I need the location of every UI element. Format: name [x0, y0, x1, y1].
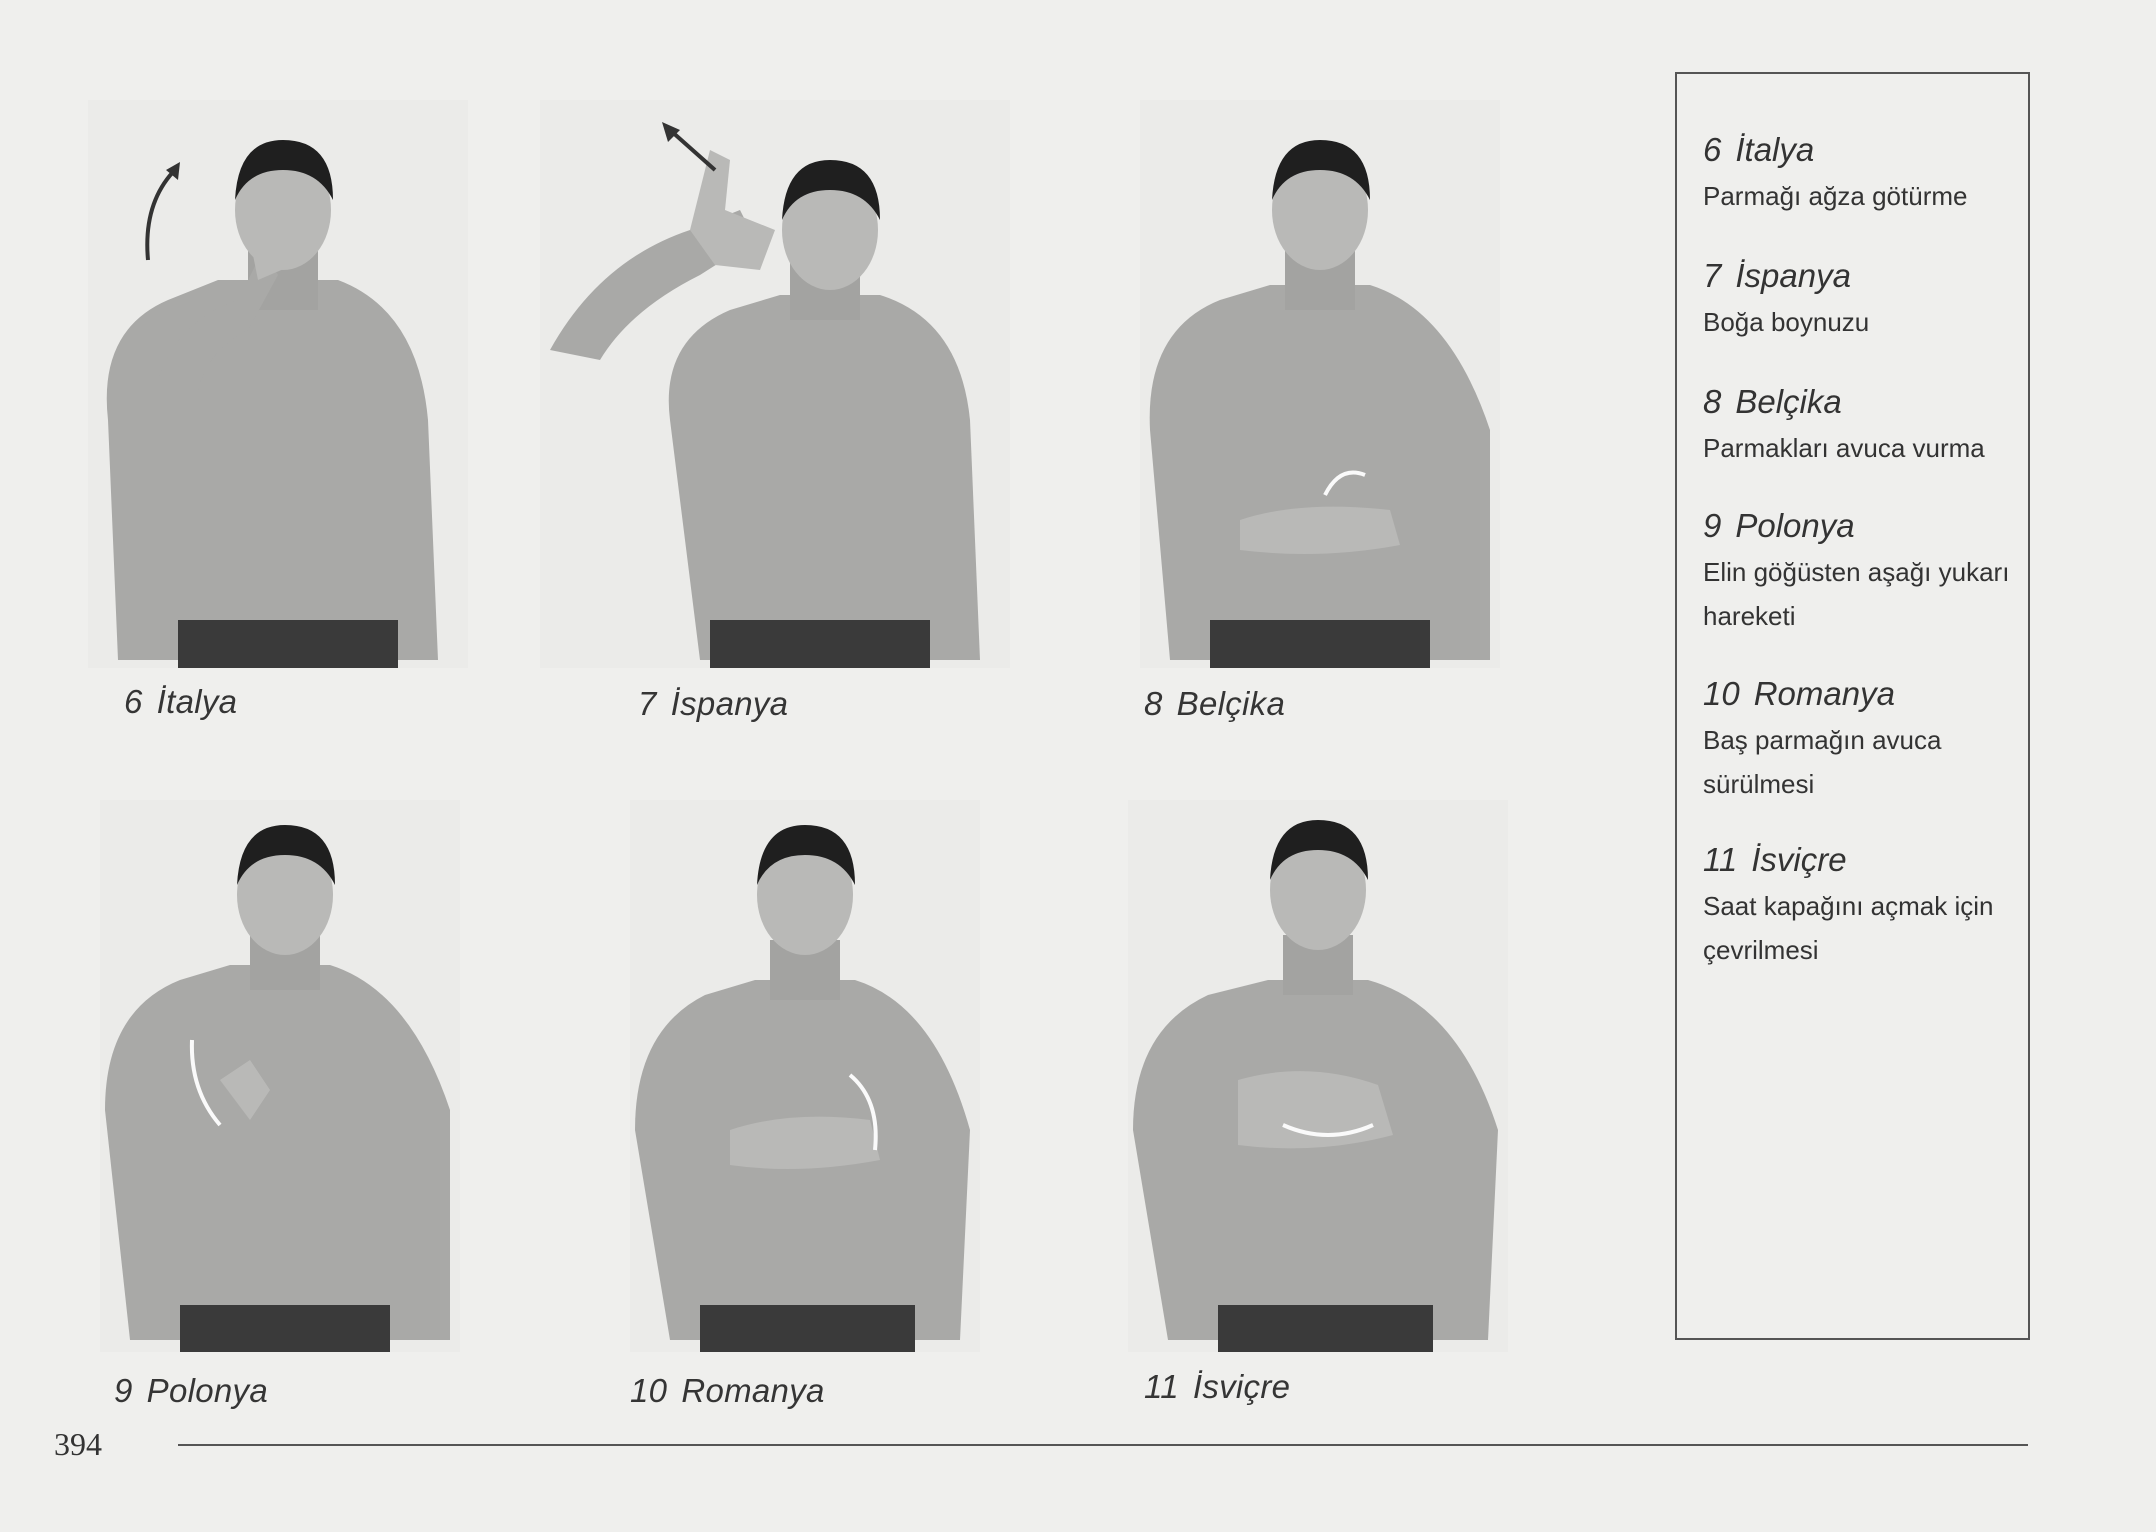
legend-entry-ispanya	[1703, 256, 2023, 344]
legend-name: Romanya	[1753, 675, 1895, 712]
photo-italya	[88, 100, 468, 668]
legend-entry-italya	[1703, 130, 2023, 218]
legend-box	[1675, 72, 2030, 1340]
legend-name: İsviçre	[1751, 841, 1847, 878]
person-figure	[1140, 100, 1500, 668]
legend-number: 8	[1703, 383, 1722, 420]
caption-number: 7	[638, 685, 657, 722]
legend-entry-isvicre	[1703, 840, 2023, 972]
photo-romanya	[630, 800, 980, 1352]
caption-label: İspanya	[670, 685, 789, 722]
caption-belcika	[1144, 685, 1285, 723]
legend-number: 6	[1703, 131, 1722, 168]
legend-number: 7	[1703, 257, 1722, 294]
legend-title	[1703, 130, 2023, 170]
footer-rule	[178, 1444, 2028, 1446]
person-figure	[1128, 800, 1508, 1352]
legend-description: Boğa boynuzu	[1703, 307, 1870, 337]
legend-description: Elin göğüsten aşağı yukarı hareketi	[1703, 557, 2010, 631]
caption-label: İsviçre	[1192, 1368, 1291, 1405]
person-figure	[630, 800, 980, 1352]
legend-title	[1703, 382, 2023, 422]
legend-title	[1703, 674, 2023, 714]
person-figure	[88, 100, 468, 668]
legend-number: 11	[1703, 841, 1738, 878]
caption-romanya	[630, 1372, 825, 1410]
photo-polonya	[100, 800, 460, 1352]
caption-number: 11	[1144, 1368, 1179, 1405]
legend-entry-belcika	[1703, 382, 2023, 470]
caption-label: İtalya	[156, 683, 238, 720]
legend-description: Parmakları avuca vurma	[1703, 433, 1985, 463]
legend-entry-romanya	[1703, 674, 2023, 806]
caption-number: 10	[630, 1372, 668, 1409]
page-number: 394	[54, 1426, 102, 1462]
photo-isvicre	[1128, 800, 1508, 1352]
person-figure	[540, 100, 1010, 668]
legend-name: İtalya	[1735, 131, 1815, 168]
caption-number: 8	[1144, 685, 1163, 722]
legend-number: 10	[1703, 675, 1740, 712]
legend-title	[1703, 506, 2023, 546]
legend-description: Saat kapağını açmak için çevrilmesi	[1703, 891, 1994, 965]
person-figure	[100, 800, 460, 1352]
caption-label: Polonya	[146, 1372, 269, 1409]
caption-number: 6	[124, 683, 143, 720]
caption-polonya	[114, 1372, 268, 1410]
legend-entry-polonya	[1703, 506, 2023, 638]
caption-label: Belçika	[1176, 685, 1286, 722]
caption-number: 9	[114, 1372, 133, 1409]
legend-name: Polonya	[1735, 507, 1855, 544]
caption-label: Romanya	[681, 1372, 825, 1409]
caption-isvicre	[1144, 1368, 1290, 1406]
legend-name: Belçika	[1735, 383, 1842, 420]
legend-title	[1703, 840, 2023, 880]
legend-number: 9	[1703, 507, 1722, 544]
legend-name: İspanya	[1735, 257, 1851, 294]
photo-belcika	[1140, 100, 1500, 668]
photo-ispanya	[540, 100, 1010, 668]
caption-italya	[124, 683, 237, 721]
caption-ispanya	[638, 685, 788, 723]
legend-description: Baş parmağın avuca sürülmesi	[1703, 725, 1942, 799]
legend-title	[1703, 256, 2023, 296]
legend-description: Parmağı ağza götürme	[1703, 181, 1968, 211]
